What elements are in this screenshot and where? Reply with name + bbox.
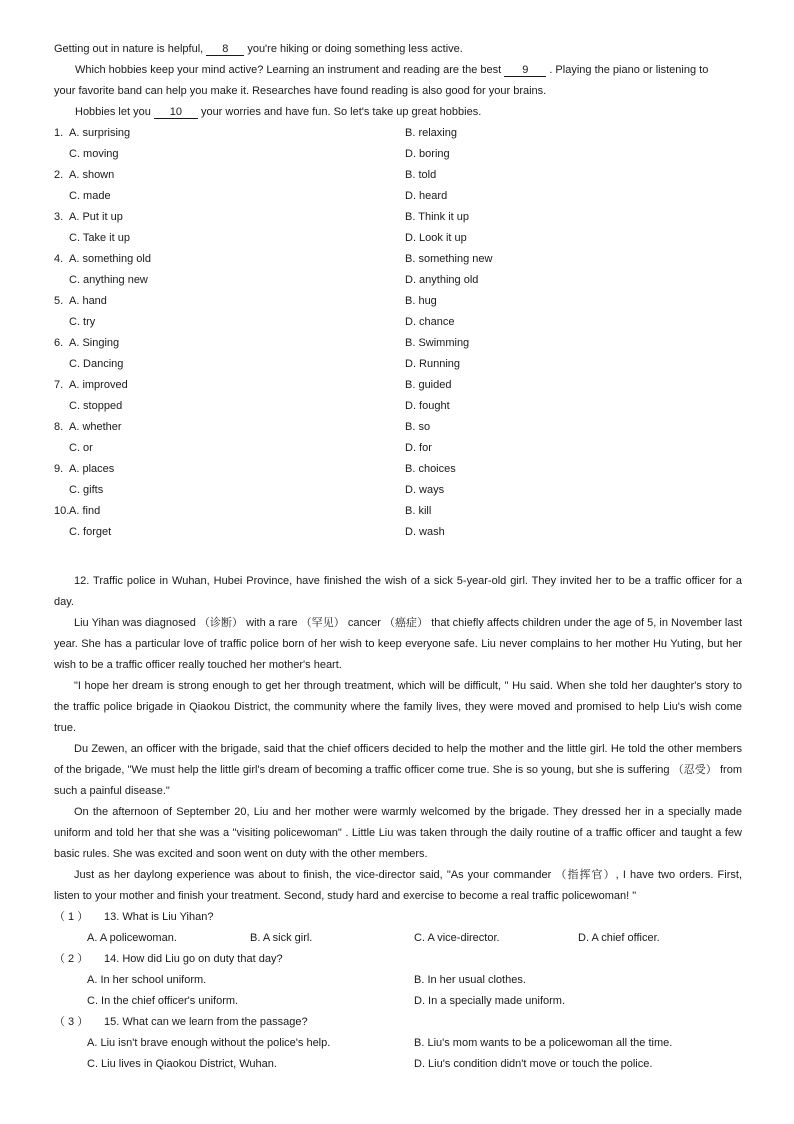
question-prefix: （ 3 ） [54, 1016, 89, 1028]
question-prefix: （ 1 ） [54, 911, 89, 923]
text: Which hobbies keep your mind active? Learning an instrument and reading are the best [75, 64, 505, 76]
answer-b: B. Liu's mom wants to be a policewoman all the time. [414, 1037, 673, 1049]
option-a: A. improved [69, 379, 128, 391]
option-a: A. surprising [69, 127, 131, 139]
passage-paragraph-6 [54, 865, 742, 907]
option-number: 1. [54, 127, 64, 139]
text: you're hiking or doing something less active. [244, 43, 463, 55]
answer-a: A. In her school uniform. [87, 974, 207, 986]
option-b: B. guided [405, 379, 452, 391]
paragraph-text: Du Zewen, an officer with the brigade, said that the chief officers decided to help the mother and the little girl. He told the other members of the brigade, "We must help the little girl's dream of becoming a traffic officer come true. She is so young, but she is suffering （忍受） from such a painful disease." [54, 743, 742, 797]
passage-paragraph-4 [54, 739, 742, 802]
option-a: A. places [69, 463, 115, 475]
paragraph-text: Liu Yihan was diagnosed （诊断） with a rare （罕见） cancer （癌症） that chiefly affects children under the age of 5, in November last year. She has a particular love of traffic police born of her wish to keep everyone safe. Liu never complains to her mother Hu Yuting, but her wish to be a traffic officer really touched her mother's heart. [54, 617, 742, 671]
option-a: A. shown [69, 169, 115, 181]
answer-c: C. In the chief officer's uniform. [87, 995, 239, 1007]
paragraph-text: "I hope her dream is strong enough to get her through treatment, which will be difficult, " Hu said. When she told her daughter's story to the traffic police brigade in Qiaokou District, the community where the family lives, they were moved and promised to help Liu's wish come true. [54, 680, 742, 734]
text: Getting out in nature is helpful, [54, 43, 207, 55]
option-number: 3. [54, 211, 64, 223]
option-b: B. relaxing [405, 127, 457, 139]
option-d: D. fought [405, 400, 450, 412]
option-b: B. Think it up [405, 211, 469, 223]
answer-d: D. In a specially made uniform. [414, 995, 566, 1007]
question-stem: 14. How did Liu go on duty that day? [104, 953, 283, 965]
passage-paragraph-5 [54, 802, 742, 865]
option-c: C. stopped [69, 400, 123, 412]
option-number: 10. [54, 505, 70, 517]
option-d: D. heard [405, 190, 448, 202]
option-b: B. hug [405, 295, 437, 307]
option-c: C. made [69, 190, 111, 202]
answer-c: C. A vice-director. [414, 932, 500, 944]
paragraph-text: Just as her daylong experience was about to finish, the vice-director said, "As your commander （指挥官）, I have two orders. First, listen to your mother and finish your treatment. Second, study hard and exercise to become a real traffic policewoman! " [54, 869, 742, 902]
text: Hobbies let you [75, 106, 154, 118]
option-c: C. gifts [69, 484, 104, 496]
option-b: B. so [405, 421, 431, 433]
blank-8: 8 [206, 43, 244, 56]
option-number: 8. [54, 421, 64, 433]
option-b: B. kill [405, 505, 432, 517]
option-d: D. chance [405, 316, 455, 328]
option-c: C. anything new [69, 274, 148, 286]
option-b: B. told [405, 169, 437, 181]
paragraph-text: 12. Traffic police in Wuhan, Hubei Province, have finished the wish of a sick 5-year-old girl. They invited her to be a traffic officer for a day. [54, 575, 742, 608]
cloze-paragraph-2-line-2: your favorite band can help you make it. Researches have found reading is also good for your brains. [54, 85, 547, 97]
option-a: A. something old [69, 253, 151, 265]
option-d: D. wash [405, 526, 445, 538]
passage-paragraph-1 [54, 571, 742, 613]
option-number: 7. [54, 379, 64, 391]
option-c: C. moving [69, 148, 119, 160]
answer-b: B. A sick girl. [250, 932, 313, 944]
passage-paragraph-3 [54, 676, 742, 739]
option-a: A. find [69, 505, 101, 517]
option-d: D. ways [405, 484, 445, 496]
option-number: 4. [54, 253, 64, 265]
blank-9: 9 [504, 64, 546, 77]
option-number: 5. [54, 295, 64, 307]
blank-10: 10 [154, 106, 198, 119]
answer-a: A. A policewoman. [87, 932, 177, 944]
option-d: D. anything old [405, 274, 479, 286]
passage-paragraph-2 [54, 613, 742, 676]
answer-c: C. Liu lives in Qiaokou District, Wuhan. [87, 1058, 277, 1070]
option-number: 6. [54, 337, 64, 349]
option-d: D. Running [405, 358, 461, 370]
option-a: A. hand [69, 295, 107, 307]
option-d: D. for [405, 442, 432, 454]
question-stem: 13. What is Liu Yihan? [104, 911, 214, 923]
answer-d: D. A chief officer. [578, 932, 660, 944]
option-number: 2. [54, 169, 64, 181]
answer-a: A. Liu isn't brave enough without the police's help. [87, 1037, 331, 1049]
answer-b: B. In her usual clothes. [414, 974, 526, 986]
option-c: C. forget [69, 526, 112, 538]
text: your worries and have fun. So let's take up great hobbies. [197, 106, 482, 118]
option-b: B. choices [405, 463, 456, 475]
option-c: C. or [69, 442, 93, 454]
cloze-paragraph-1 [54, 42, 463, 56]
option-b: B. something new [405, 253, 493, 265]
option-d: D. boring [405, 148, 450, 160]
cloze-paragraph-3 [75, 105, 481, 119]
cloze-paragraph-2-line-1 [75, 63, 708, 77]
option-c: C. Take it up [69, 232, 130, 244]
option-c: C. try [69, 316, 96, 328]
option-d: D. Look it up [405, 232, 467, 244]
option-c: C. Dancing [69, 358, 124, 370]
option-a: A. Put it up [69, 211, 123, 223]
option-a: A. Singing [69, 337, 120, 349]
question-stem: 15. What can we learn from the passage? [104, 1016, 308, 1028]
answer-d: D. Liu's condition didn't move or touch the police. [414, 1058, 653, 1070]
option-a: A. whether [69, 421, 122, 433]
paragraph-text: On the afternoon of September 20, Liu and her mother were warmly welcomed by the brigade. They dressed her in a specially made uniform and told her that she was a "visiting policewoman" . Little Liu was taken through the daily routine of a traffic officer and taught a few basic rules. She was excited and soon went on duty with the other members. [54, 806, 742, 860]
text: . Playing the piano or listening to [546, 64, 709, 76]
option-b: B. Swimming [405, 337, 470, 349]
option-number: 9. [54, 463, 64, 475]
question-prefix: （ 2 ） [54, 953, 89, 965]
